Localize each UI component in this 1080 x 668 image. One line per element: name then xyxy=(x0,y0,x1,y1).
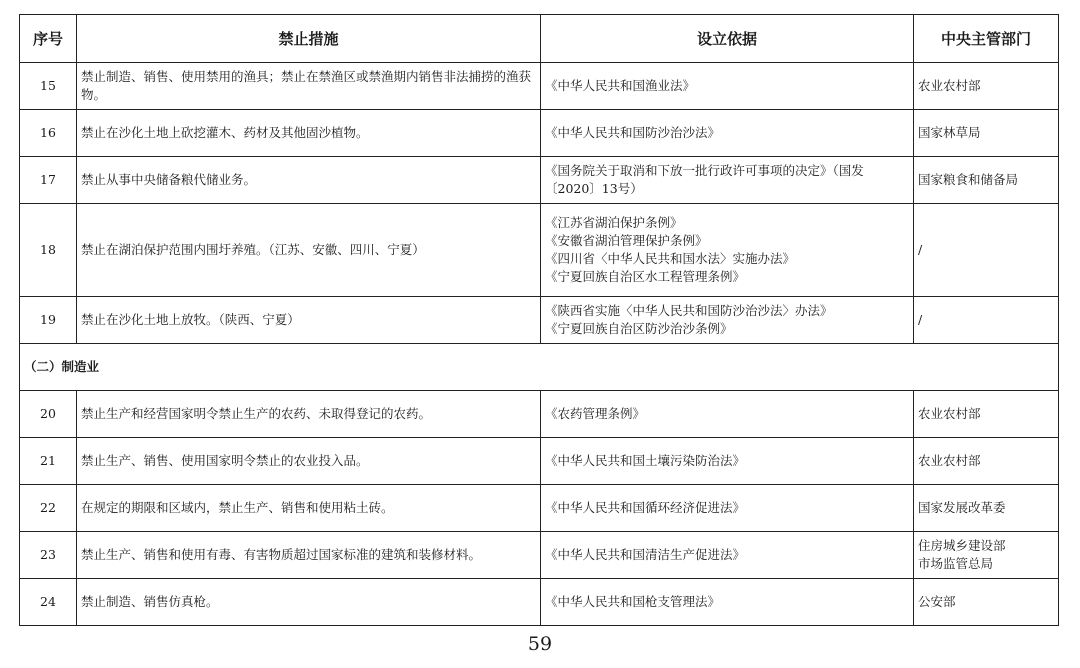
header-department: 中央主管部门 xyxy=(914,15,1059,63)
row-department xyxy=(914,579,1059,626)
row-department xyxy=(914,438,1059,485)
department-line: 国家粮食和储备局 xyxy=(918,172,1019,187)
row-basis xyxy=(541,438,914,485)
row-measure: 禁止在湖泊保护范围内围圩养殖。（江苏、安徽、四川、宁夏） xyxy=(77,204,541,297)
row-department xyxy=(914,157,1059,204)
department-line: 市场监管总局 xyxy=(918,556,994,571)
table-body-part2 xyxy=(20,391,1059,626)
basis-line: 《农药管理条例》 xyxy=(545,406,646,421)
basis-line: 《陕西省实施〈中华人民共和国防沙治沙法〉办法》 xyxy=(545,303,833,318)
basis-line: 《中华人民共和国防沙治沙法》 xyxy=(545,125,721,140)
department-line: 农业农村部 xyxy=(918,406,981,421)
row-department xyxy=(914,391,1059,438)
department-line: / xyxy=(918,312,923,327)
basis-line: 《宁夏回族自治区水工程管理条例》 xyxy=(545,269,746,284)
table-row xyxy=(20,532,1059,579)
row-basis xyxy=(541,204,914,297)
row-basis xyxy=(541,532,914,579)
row-measure: 禁止制造、销售仿真枪。 xyxy=(77,579,541,626)
row-measure: 禁止在沙化土地上放牧。（陕西、宁夏） xyxy=(77,297,541,344)
row-serial: 20 xyxy=(20,391,77,438)
basis-line: 《宁夏回族自治区防沙治沙条例》 xyxy=(545,321,733,336)
department-line: 住房城乡建设部 xyxy=(918,538,1006,553)
department-line: 农业农村部 xyxy=(918,78,981,93)
row-basis xyxy=(541,110,914,157)
table-row xyxy=(20,391,1059,438)
row-basis xyxy=(541,157,914,204)
basis-line: 《四川省〈中华人民共和国水法〉实施办法》 xyxy=(545,251,796,266)
department-line: 国家林草局 xyxy=(918,125,981,140)
department-line: 农业农村部 xyxy=(918,453,981,468)
row-basis xyxy=(541,579,914,626)
department-line: 公安部 xyxy=(918,594,956,609)
row-department xyxy=(914,485,1059,532)
table-row xyxy=(20,438,1059,485)
row-measure: 禁止在沙化土地上砍挖灌木、药材及其他固沙植物。 xyxy=(77,110,541,157)
row-measure: 禁止制造、销售、使用禁用的渔具；禁止在禁渔区或禁渔期内销售非法捕捞的渔获物。 xyxy=(77,63,541,110)
row-department xyxy=(914,532,1059,579)
row-serial: 15 xyxy=(20,63,77,110)
section-row-group xyxy=(20,344,1059,391)
table-row xyxy=(20,204,1059,297)
row-measure: 禁止生产和经营国家明令禁止生产的农药、未取得登记的农药。 xyxy=(77,391,541,438)
row-department xyxy=(914,204,1059,297)
table-row xyxy=(20,579,1059,626)
page-number: 59 xyxy=(527,633,553,655)
table-row xyxy=(20,63,1059,110)
basis-line: 《中华人民共和国循环经济促进法》 xyxy=(545,500,746,515)
table-header-row xyxy=(20,15,1059,63)
row-serial: 22 xyxy=(20,485,77,532)
basis-line: 《中华人民共和国枪支管理法》 xyxy=(545,594,721,609)
table-row xyxy=(20,110,1059,157)
row-department xyxy=(914,63,1059,110)
basis-line: 《中华人民共和国土壤污染防治法》 xyxy=(545,453,746,468)
regulation-table xyxy=(19,14,1059,626)
department-line: 国家发展改革委 xyxy=(918,500,1006,515)
header-serial: 序号 xyxy=(20,15,77,63)
table-row xyxy=(20,485,1059,532)
table-body-part1 xyxy=(20,63,1059,344)
row-department xyxy=(914,110,1059,157)
header-basis: 设立依据 xyxy=(541,15,914,63)
section-row xyxy=(20,344,1059,391)
row-department xyxy=(914,297,1059,344)
row-serial: 16 xyxy=(20,110,77,157)
basis-line: 〔2020〕13号） xyxy=(545,181,643,196)
table-row xyxy=(20,157,1059,204)
row-basis xyxy=(541,63,914,110)
row-measure: 禁止从事中央储备粮代储业务。 xyxy=(77,157,541,204)
row-basis xyxy=(541,297,914,344)
table-row xyxy=(20,297,1059,344)
row-serial: 17 xyxy=(20,157,77,204)
section-title: （二）制造业 xyxy=(20,344,1059,391)
basis-line: 《安徽省湖泊管理保护条例》 xyxy=(545,233,708,248)
row-serial: 18 xyxy=(20,204,77,297)
row-measure: 在规定的期限和区域内，禁止生产、销售和使用粘土砖。 xyxy=(77,485,541,532)
row-measure: 禁止生产、销售和使用有毒、有害物质超过国家标准的建筑和装修材料。 xyxy=(77,532,541,579)
row-serial: 23 xyxy=(20,532,77,579)
basis-line: 《国务院关于取消和下放一批行政许可事项的决定》（国发 xyxy=(545,163,864,178)
basis-line: 《中华人民共和国清洁生产促进法》 xyxy=(545,547,746,562)
row-basis xyxy=(541,391,914,438)
basis-line: 《江苏省湖泊保护条例》 xyxy=(545,215,683,230)
row-measure: 禁止生产、销售、使用国家明令禁止的农业投入品。 xyxy=(77,438,541,485)
header-measure: 禁止措施 xyxy=(77,15,541,63)
row-serial: 24 xyxy=(20,579,77,626)
department-line: / xyxy=(918,242,923,257)
basis-line: 《中华人民共和国渔业法》 xyxy=(545,78,696,93)
row-basis xyxy=(541,485,914,532)
row-serial: 21 xyxy=(20,438,77,485)
row-serial: 19 xyxy=(20,297,77,344)
